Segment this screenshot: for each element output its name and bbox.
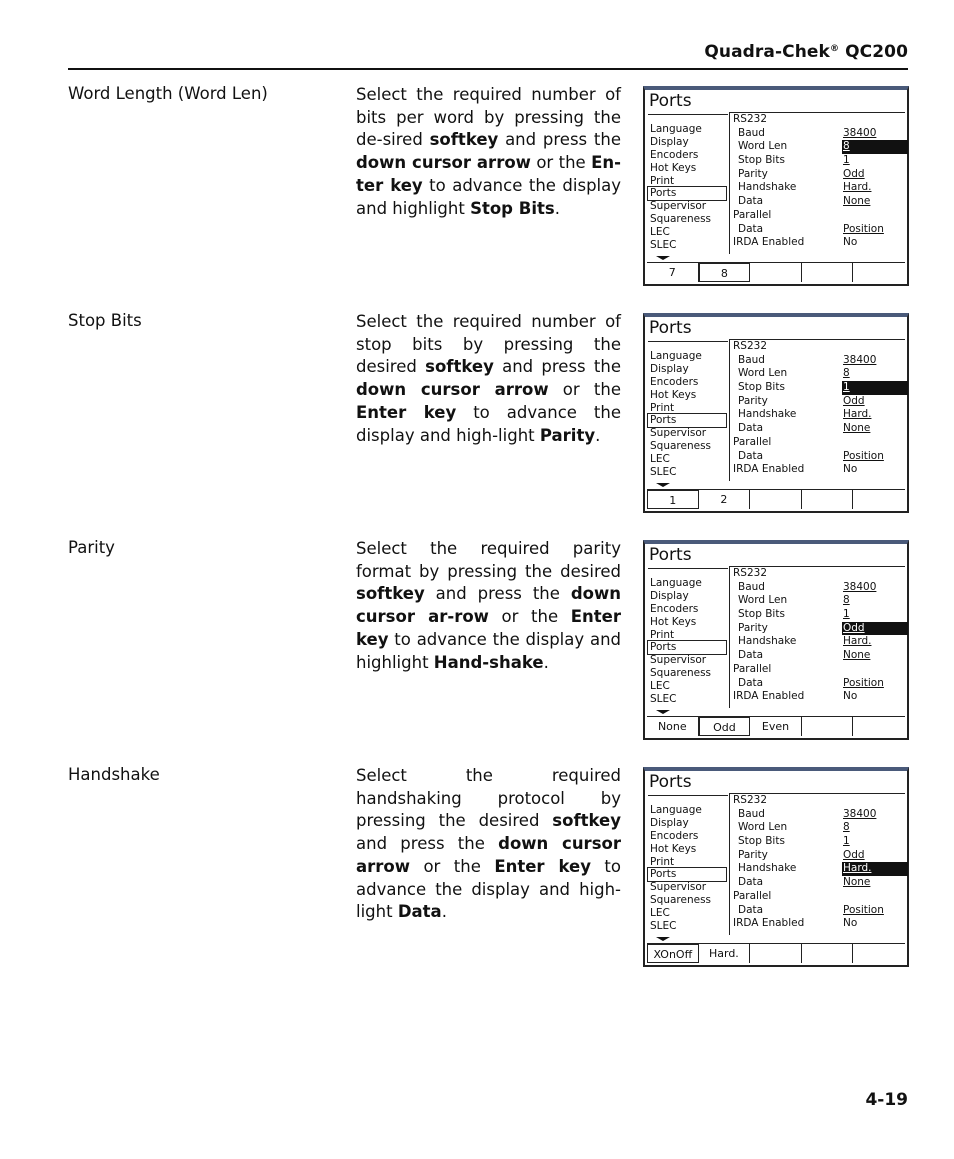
setting-row[interactable] bbox=[733, 436, 907, 450]
setting-value[interactable]: No bbox=[843, 917, 858, 930]
setting-label: Parallel bbox=[733, 662, 772, 675]
menu-item-language[interactable]: Language bbox=[650, 804, 702, 816]
setting-value[interactable]: No bbox=[843, 690, 858, 703]
setting-label: RS232 bbox=[733, 340, 768, 352]
menu-item-supervisor[interactable]: Supervisor bbox=[650, 427, 707, 440]
setting-label: Stop Bits bbox=[738, 835, 785, 848]
setting-row[interactable] bbox=[733, 635, 907, 649]
setting-label: Parallel bbox=[733, 435, 772, 448]
description-keyword: Stop Bits bbox=[470, 198, 555, 218]
setting-label: Baud bbox=[738, 580, 765, 593]
description-text: Select the required parity format by pressing the desired bbox=[356, 539, 621, 581]
setting-value[interactable]: Hard. bbox=[843, 635, 872, 648]
setting-value[interactable]: 1 bbox=[843, 154, 850, 167]
header-model: QC200 bbox=[845, 42, 908, 62]
description-keyword: En-ter key bbox=[356, 153, 621, 195]
setting-row[interactable] bbox=[733, 821, 907, 835]
setting-row[interactable] bbox=[733, 168, 907, 182]
menu-item-hot-keys[interactable]: Hot Keys bbox=[650, 388, 697, 401]
softkey-button[interactable]: None bbox=[647, 717, 699, 736]
softkey-button[interactable] bbox=[802, 717, 854, 736]
description-text: Select the required number of stop bits by pressing the desired bbox=[356, 312, 621, 377]
setting-value[interactable]: Hard. bbox=[843, 181, 872, 194]
setting-label: IRDA Enabled bbox=[733, 917, 805, 930]
menu-item-slec[interactable]: SLEC bbox=[650, 466, 677, 479]
setting-row[interactable] bbox=[733, 594, 907, 608]
setting-value[interactable]: None bbox=[843, 195, 871, 208]
setting-value[interactable]: Hard. bbox=[843, 408, 872, 421]
scroll-down-arrow-icon[interactable] bbox=[656, 710, 670, 714]
screen-divider bbox=[729, 339, 730, 481]
setting-value[interactable]: No bbox=[843, 236, 858, 249]
menu-item-display[interactable]: Display bbox=[650, 362, 689, 375]
menu-item-encoders[interactable]: Encoders bbox=[650, 375, 699, 388]
setting-value[interactable]: Position bbox=[843, 449, 884, 462]
screen-divider bbox=[648, 114, 728, 115]
setting-label: Word Len bbox=[738, 821, 788, 834]
setting-row[interactable] bbox=[733, 450, 907, 464]
registered-mark: ® bbox=[829, 44, 840, 54]
setting-label: Data bbox=[738, 876, 764, 889]
menu-item-squareness[interactable]: Squareness bbox=[650, 667, 712, 680]
setting-label: Stop Bits bbox=[738, 608, 785, 621]
setting-row[interactable] bbox=[733, 367, 907, 381]
menu-item-print[interactable]: Print bbox=[650, 855, 675, 868]
softkey-button[interactable]: 2 bbox=[699, 490, 751, 509]
description-text: or the bbox=[410, 856, 495, 876]
description-text: and press the bbox=[498, 130, 621, 150]
setting-label: Word Len bbox=[738, 594, 788, 607]
setting-row[interactable] bbox=[733, 581, 907, 595]
softkey-button[interactable]: Odd bbox=[699, 717, 751, 736]
softkey-button[interactable]: XOnOff bbox=[647, 944, 699, 963]
setting-label: Data bbox=[738, 649, 764, 662]
description-keyword: down cursor arrow bbox=[356, 834, 621, 876]
menu-item-hot-keys[interactable]: Hot Keys bbox=[650, 615, 697, 628]
setting-row[interactable] bbox=[733, 835, 907, 849]
menu-item-ports[interactable]: Ports bbox=[648, 414, 726, 427]
setting-label: RS232 bbox=[733, 113, 768, 125]
softkey-bar bbox=[647, 489, 905, 509]
screen-title: Ports bbox=[649, 318, 692, 338]
setting-label: RS232 bbox=[733, 567, 768, 579]
header-rule bbox=[68, 68, 908, 70]
setting-row[interactable] bbox=[733, 849, 907, 863]
setting-value[interactable]: Odd bbox=[842, 622, 908, 636]
setting-label: Data bbox=[738, 903, 764, 916]
softkey-button[interactable] bbox=[802, 263, 854, 282]
setting-label: Handshake bbox=[738, 408, 797, 421]
setting-label: IRDA Enabled bbox=[733, 236, 805, 249]
setting-label: Word Len bbox=[738, 140, 788, 153]
section-description bbox=[356, 84, 621, 220]
screen-divider bbox=[648, 795, 728, 796]
setting-value[interactable]: None bbox=[843, 422, 871, 435]
setting-value[interactable]: Position bbox=[843, 222, 884, 235]
menu-item-display[interactable]: Display bbox=[650, 135, 689, 148]
menu-item-supervisor[interactable]: Supervisor bbox=[650, 881, 707, 894]
softkey-button[interactable]: Hard. bbox=[699, 944, 751, 963]
description-text: to advance the display and high-light bbox=[356, 856, 621, 922]
menu-item-print[interactable]: Print bbox=[650, 401, 675, 414]
description-text: to advance the display and highlight bbox=[356, 629, 621, 672]
setting-value[interactable]: 1 bbox=[843, 608, 850, 621]
ports-screen bbox=[643, 767, 909, 967]
ports-screen bbox=[643, 86, 909, 286]
setting-label: Handshake bbox=[738, 862, 797, 875]
menu-item-encoders[interactable]: Encoders bbox=[650, 602, 699, 615]
softkey-button[interactable] bbox=[750, 263, 802, 282]
softkey-button[interactable] bbox=[853, 490, 905, 509]
description-keyword: Hand-shake bbox=[433, 652, 544, 672]
setting-row[interactable] bbox=[733, 422, 907, 436]
section-description bbox=[356, 765, 621, 924]
description-text: and press the bbox=[493, 357, 621, 377]
running-header bbox=[704, 42, 908, 62]
setting-value[interactable]: None bbox=[843, 649, 871, 662]
menu-item-slec[interactable]: SLEC bbox=[650, 239, 677, 252]
softkey-button[interactable]: 1 bbox=[647, 490, 699, 509]
setting-label: Baud bbox=[738, 126, 765, 139]
page-number: 4-19 bbox=[865, 1090, 908, 1110]
setting-label: Parity bbox=[738, 621, 768, 634]
setting-label: Parallel bbox=[733, 208, 772, 221]
setting-label: Stop Bits bbox=[738, 154, 785, 167]
description-keyword: Data bbox=[397, 902, 442, 922]
description-keyword: down cursor arrow bbox=[356, 153, 531, 173]
setting-row[interactable] bbox=[733, 195, 907, 209]
section-term: Handshake bbox=[68, 765, 160, 784]
screen-divider bbox=[729, 793, 730, 935]
setting-row[interactable] bbox=[733, 567, 907, 581]
menu-item-squareness[interactable]: Squareness bbox=[650, 213, 712, 226]
setting-row[interactable] bbox=[733, 622, 907, 636]
setting-row[interactable] bbox=[733, 113, 907, 127]
menu-item-ports[interactable]: Ports bbox=[648, 187, 726, 200]
screen-title: Ports bbox=[649, 545, 692, 565]
screen-title: Ports bbox=[649, 772, 692, 792]
screen-divider bbox=[729, 566, 730, 708]
setting-row[interactable] bbox=[733, 890, 907, 904]
menu-item-display[interactable]: Display bbox=[650, 816, 689, 829]
setting-row[interactable] bbox=[733, 917, 907, 931]
setting-value[interactable]: 1 bbox=[843, 835, 850, 848]
menu-item-encoders[interactable]: Encoders bbox=[650, 829, 699, 842]
softkey-button[interactable] bbox=[750, 944, 802, 963]
setting-row[interactable] bbox=[733, 862, 907, 876]
description-text: . bbox=[595, 425, 601, 445]
setting-label: Data bbox=[738, 449, 764, 462]
description-text: and press the bbox=[356, 834, 499, 854]
setting-value[interactable]: 8 bbox=[843, 594, 850, 607]
setting-row[interactable] bbox=[733, 354, 907, 368]
setting-row[interactable] bbox=[733, 794, 907, 808]
description-keyword: down cursor arrow bbox=[356, 380, 549, 400]
description-keyword: softkey bbox=[425, 357, 494, 377]
setting-value[interactable]: Odd bbox=[843, 394, 865, 407]
setting-row[interactable] bbox=[733, 904, 907, 918]
scroll-down-arrow-icon[interactable] bbox=[656, 256, 670, 260]
description-text: and press the bbox=[424, 584, 571, 604]
menu-item-language[interactable]: Language bbox=[650, 577, 702, 589]
description-keyword: softkey bbox=[429, 130, 499, 150]
softkey-button[interactable]: 7 bbox=[647, 263, 699, 282]
softkey-button[interactable] bbox=[802, 490, 854, 509]
setting-label: IRDA Enabled bbox=[733, 463, 805, 476]
menu-item-language[interactable]: Language bbox=[650, 350, 702, 362]
setup-menu bbox=[650, 577, 726, 706]
description-keyword: Enter key bbox=[494, 856, 591, 876]
section-description bbox=[356, 311, 621, 447]
setting-value[interactable]: Hard. bbox=[842, 862, 908, 876]
setting-row[interactable] bbox=[733, 649, 907, 663]
description-text: or the bbox=[530, 153, 592, 173]
setting-value[interactable]: No bbox=[843, 463, 858, 476]
softkey-button[interactable]: Even bbox=[750, 717, 802, 736]
setting-row[interactable] bbox=[733, 209, 907, 223]
setting-value[interactable]: None bbox=[843, 876, 871, 889]
setting-value[interactable]: 38400 bbox=[843, 807, 877, 820]
setting-row[interactable] bbox=[733, 677, 907, 691]
section-term: Stop Bits bbox=[68, 311, 142, 330]
header-product-name: Quadra-Chek bbox=[704, 42, 830, 62]
setting-value[interactable]: 38400 bbox=[843, 126, 877, 139]
description-text: . bbox=[554, 198, 560, 218]
setting-value[interactable]: Odd bbox=[843, 848, 865, 861]
setting-value[interactable]: 8 bbox=[843, 367, 850, 380]
menu-item-lec[interactable]: LEC bbox=[650, 226, 670, 239]
setting-value[interactable]: 38400 bbox=[843, 353, 877, 366]
setting-row[interactable] bbox=[733, 808, 907, 822]
section-term: Parity bbox=[68, 538, 115, 557]
softkey-button[interactable] bbox=[853, 263, 905, 282]
menu-item-supervisor[interactable]: Supervisor bbox=[650, 654, 707, 667]
setting-label: Parity bbox=[738, 394, 768, 407]
setting-row[interactable] bbox=[733, 181, 907, 195]
setting-row[interactable] bbox=[733, 395, 907, 409]
softkey-button[interactable] bbox=[853, 944, 905, 963]
softkey-button[interactable]: 8 bbox=[699, 263, 751, 282]
setting-label: Parallel bbox=[733, 889, 772, 902]
setting-row[interactable] bbox=[733, 381, 907, 395]
menu-item-hot-keys[interactable]: Hot Keys bbox=[650, 161, 697, 174]
setting-label: Data bbox=[738, 195, 764, 208]
setting-label: Baud bbox=[738, 353, 765, 366]
setting-label: IRDA Enabled bbox=[733, 690, 805, 703]
menu-item-ports[interactable]: Ports bbox=[648, 641, 726, 654]
menu-item-encoders[interactable]: Encoders bbox=[650, 148, 699, 161]
menu-item-display[interactable]: Display bbox=[650, 589, 689, 602]
menu-item-language[interactable]: Language bbox=[650, 123, 702, 135]
menu-item-supervisor[interactable]: Supervisor bbox=[650, 200, 707, 213]
setup-menu bbox=[650, 804, 726, 933]
port-settings bbox=[733, 340, 907, 477]
description-keyword: down cursor ar-row bbox=[356, 584, 621, 627]
softkey-bar bbox=[647, 943, 905, 963]
setting-row[interactable] bbox=[733, 236, 907, 250]
setting-value[interactable]: 8 bbox=[842, 140, 908, 154]
softkey-bar bbox=[647, 262, 905, 282]
setting-row[interactable] bbox=[733, 408, 907, 422]
menu-item-hot-keys[interactable]: Hot Keys bbox=[650, 842, 697, 855]
softkey-button[interactable] bbox=[853, 717, 905, 736]
description-text: Select the required handshaking protocol by pressing the desired bbox=[356, 766, 621, 831]
menu-item-lec[interactable]: LEC bbox=[650, 680, 670, 693]
scroll-down-arrow-icon[interactable] bbox=[656, 937, 670, 941]
screen-title: Ports bbox=[649, 91, 692, 111]
screen-divider bbox=[729, 112, 730, 254]
ports-screen bbox=[643, 313, 909, 513]
menu-item-slec[interactable]: SLEC bbox=[650, 693, 677, 706]
description-keyword: softkey bbox=[356, 584, 425, 604]
setting-value[interactable]: Position bbox=[843, 676, 884, 689]
softkey-button[interactable] bbox=[750, 490, 802, 509]
setting-row[interactable] bbox=[733, 223, 907, 237]
setting-label: Data bbox=[738, 422, 764, 435]
description-text: or the bbox=[488, 607, 571, 627]
setting-row[interactable] bbox=[733, 876, 907, 890]
menu-item-lec[interactable]: LEC bbox=[650, 907, 670, 920]
screen-divider bbox=[648, 568, 728, 569]
setting-value[interactable]: 8 bbox=[843, 821, 850, 834]
section-term: Word Length (Word Len) bbox=[68, 84, 268, 103]
description-text: . bbox=[543, 652, 549, 672]
setting-label: Parity bbox=[738, 848, 768, 861]
setting-row[interactable] bbox=[733, 340, 907, 354]
description-text: or the bbox=[548, 380, 621, 400]
menu-item-lec[interactable]: LEC bbox=[650, 453, 670, 466]
ports-screen bbox=[643, 540, 909, 740]
description-keyword: Enter key bbox=[356, 402, 457, 422]
setting-value[interactable]: 1 bbox=[842, 381, 908, 395]
setting-row[interactable] bbox=[733, 663, 907, 677]
description-text: to advance the display and highlight bbox=[356, 175, 622, 218]
description-keyword: softkey bbox=[552, 811, 621, 831]
port-settings bbox=[733, 113, 907, 250]
setting-label: RS232 bbox=[733, 794, 768, 806]
menu-item-squareness[interactable]: Squareness bbox=[650, 894, 712, 907]
setting-label: Handshake bbox=[738, 181, 797, 194]
menu-item-print[interactable]: Print bbox=[650, 174, 675, 187]
setting-label: Data bbox=[738, 676, 764, 689]
setting-row[interactable] bbox=[733, 127, 907, 141]
description-text: Select the required number of bits per word by pressing the de-sired bbox=[356, 85, 621, 150]
setting-row[interactable] bbox=[733, 463, 907, 477]
setting-value[interactable]: 38400 bbox=[843, 580, 877, 593]
setting-row[interactable] bbox=[733, 140, 907, 154]
port-settings bbox=[733, 567, 907, 704]
description-keyword: Parity bbox=[539, 425, 596, 445]
section-description bbox=[356, 538, 621, 674]
setting-label: Word Len bbox=[738, 367, 788, 380]
setting-row[interactable] bbox=[733, 608, 907, 622]
setting-label: Parity bbox=[738, 167, 768, 180]
menu-item-print[interactable]: Print bbox=[650, 628, 675, 641]
setting-label: Stop Bits bbox=[738, 381, 785, 394]
description-keyword: Enter key bbox=[356, 607, 621, 649]
menu-item-slec[interactable]: SLEC bbox=[650, 920, 677, 933]
setup-menu bbox=[650, 123, 726, 252]
softkey-button[interactable] bbox=[802, 944, 854, 963]
setting-label: Baud bbox=[738, 807, 765, 820]
setting-value[interactable]: Position bbox=[843, 903, 884, 916]
setting-row[interactable] bbox=[733, 690, 907, 704]
setting-label: Data bbox=[738, 222, 764, 235]
setup-menu bbox=[650, 350, 726, 479]
menu-item-ports[interactable]: Ports bbox=[648, 868, 726, 881]
setting-row[interactable] bbox=[733, 154, 907, 168]
softkey-bar bbox=[647, 716, 905, 736]
description-text: to advance the display and high-light bbox=[356, 402, 621, 445]
description-text: . bbox=[441, 902, 447, 922]
setting-label: Handshake bbox=[738, 635, 797, 648]
screen-divider bbox=[648, 341, 728, 342]
menu-item-squareness[interactable]: Squareness bbox=[650, 440, 712, 453]
scroll-down-arrow-icon[interactable] bbox=[656, 483, 670, 487]
setting-value[interactable]: Odd bbox=[843, 167, 865, 180]
port-settings bbox=[733, 794, 907, 931]
